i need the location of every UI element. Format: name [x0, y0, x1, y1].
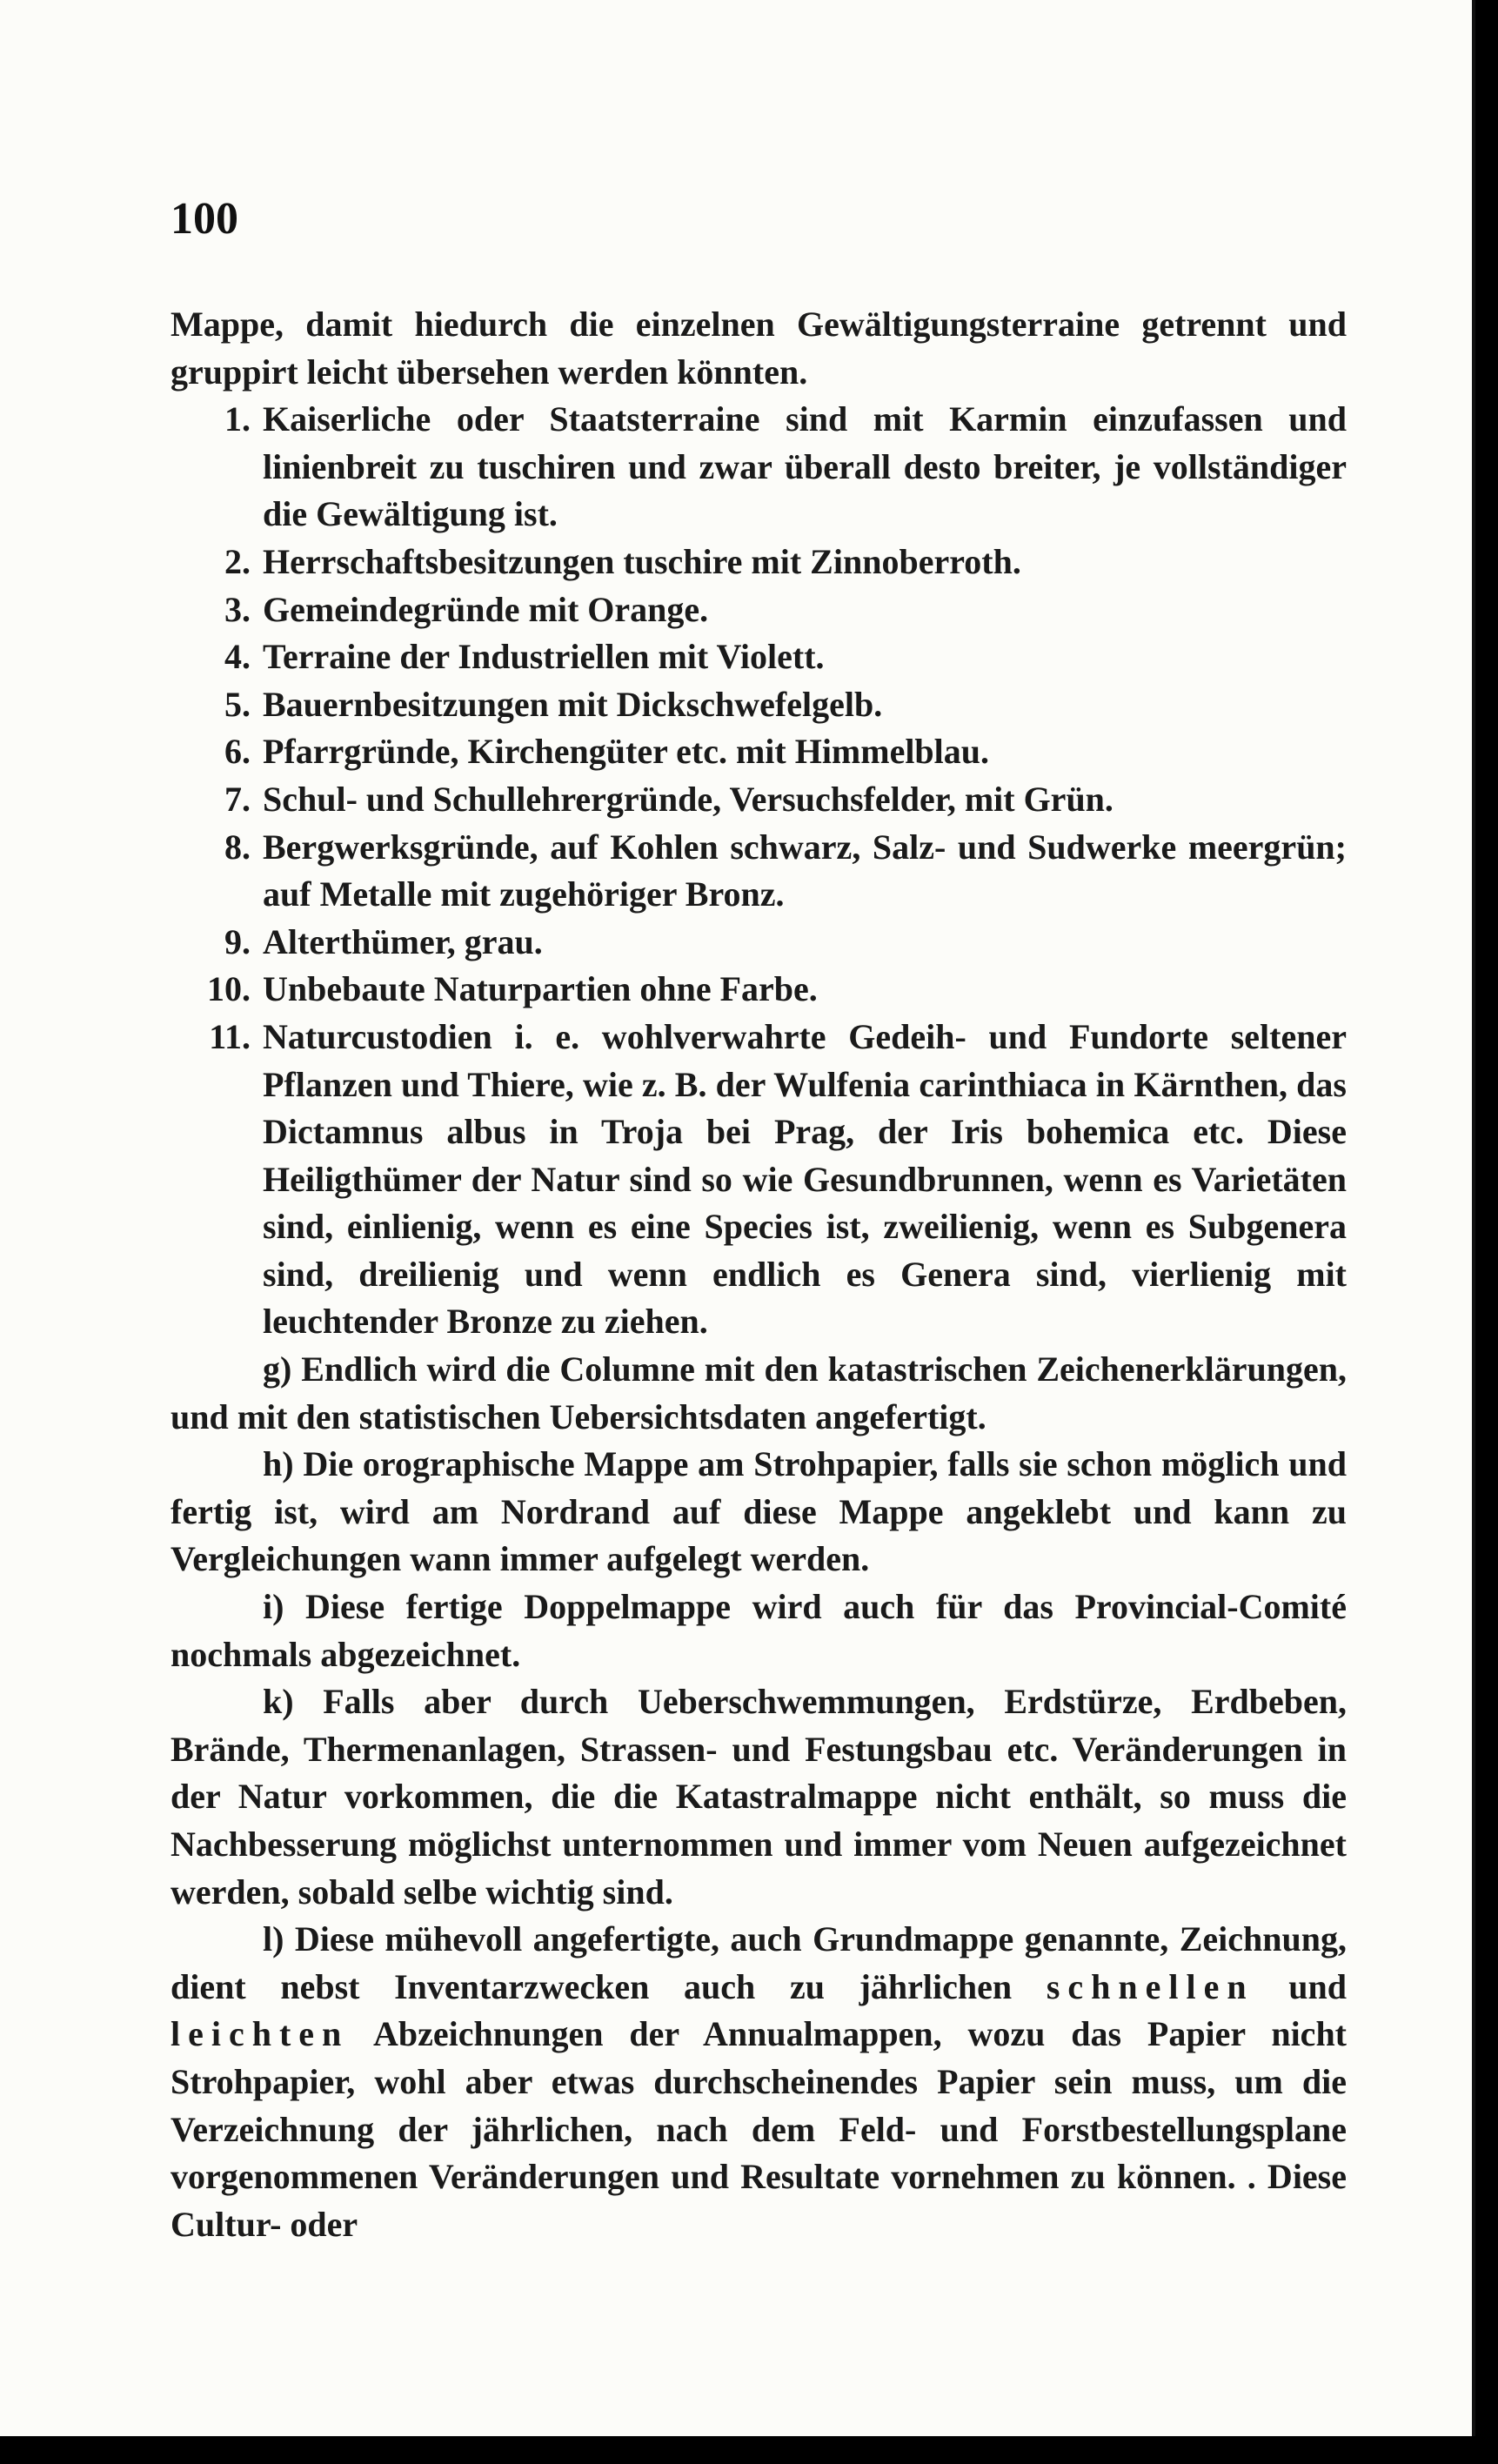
list-number: 10.	[207, 969, 251, 1009]
list-text: Kaiserliche oder Staatsterraine sind mit Karmin einzufassen und linienbreit zu tuschiren und zwar überall desto breiter, je vollständiger die Gewältigung ist.	[263, 399, 1347, 534]
page-text	[171, 301, 1347, 2248]
list-item	[171, 919, 1347, 967]
list-text: Terraine der Industriellen mit Violett.	[263, 637, 825, 677]
list-number: 5.	[224, 684, 251, 724]
list-item	[171, 681, 1347, 729]
paragraph-i: i) Diese fertige Doppelmappe wird auch für das Provincial-Comité nochmals abgezeichnet.	[171, 1587, 1347, 1674]
list-item	[171, 966, 1347, 1014]
paragraph-k: k) Falls aber durch Ueberschwemmungen, Erdstürze, Erdbeben, Brände, Thermenanlagen, Strassen- und Festungsbau etc. Veränderungen in der Natur vorkommen, die die Katastralmappe nicht enthält, so muss die Nachbesserung möglichst unternommen und immer vom Neuen aufgezeichnet werden, sobald selbe wichtig sind.	[171, 1682, 1347, 1912]
list-text: Bergwerksgründe, auf Kohlen schwarz, Salz- und Sudwerke meergrün; auf Metalle mit zugehöriger Bronz.	[263, 827, 1347, 914]
list-text: Alterthümer, grau.	[263, 921, 543, 961]
list-text: Naturcustodien i. e. wohlverwahrte Gedeih- und Fundorte seltener Pflanzen und Thiere, wie z. B. der Wulfenia carinthiaca in Kärnthen, das Dictamnus albus in Troja bei Prag, der Iris bohemica etc. Diese Heiligthümer der Natur sind so wie Gesundbrunnen, wenn es Varietäten sind, einlienig, wenn es eine Species ist, zweilienig, wenn es Subgenera sind, dreilienig und wenn endlich es Genera sind, vierlienig mit leuchtender Bronze zu ziehen.	[263, 1016, 1347, 1342]
list-number: 2.	[224, 541, 251, 581]
list-number: 7.	[224, 779, 251, 819]
list-item	[171, 586, 1347, 634]
list-text: Pfarrgründe, Kirchengüter etc. mit Himmelblau.	[263, 732, 990, 772]
paragraph-l-part2: Abzeichnungen der Annualmappen, wozu das Papier nicht Strohpapier, wohl aber etwas durchscheinendes Papier sein muss, um die Verzeichnung der jährlichen, nach dem Feld- und Forstbestellungsplane vorgenommenen Veränderungen und Resultate vornehmen zu können. . Diese Cultur- oder	[171, 2014, 1348, 2244]
intro-paragraph: Mappe, damit hiedurch die einzelnen Gewältigungsterraine getrennt und gruppirt leicht übersehen werden könnten.	[171, 305, 1347, 392]
list-text: Unbebaute Naturpartien ohne Farbe.	[263, 969, 818, 1009]
paragraph-l	[171, 1916, 1347, 2248]
list-number: 9.	[224, 921, 251, 961]
word-und: und	[1288, 1966, 1348, 2006]
list-text: Herrschaftsbesitzungen tuschire mit Zinnoberroth.	[263, 541, 1021, 581]
list-number: 8.	[224, 827, 251, 867]
paragraph-g: g) Endlich wird die Columne mit den katastrischen Zeichenerklärungen, und mit den statistischen Uebersichtsdaten angefertigt.	[171, 1349, 1347, 1436]
spaced-word-leichten: leichten	[171, 2014, 350, 2054]
list-item	[171, 539, 1347, 586]
list-item	[171, 633, 1347, 681]
list-number: 4.	[224, 637, 251, 677]
list-item	[171, 396, 1347, 539]
paragraph-l-part1: l) Diese mühevoll angefertigte, auch Grundmappe genannte, Zeichnung, dient nebst Inventarzwecken auch zu jährlichen	[171, 1919, 1347, 2006]
list-text: Schul- und Schullehrergründe, Versuchsfelder, mit Grün.	[263, 779, 1113, 819]
list-number: 6.	[224, 732, 251, 772]
page-number: 100	[171, 194, 238, 244]
list-item	[171, 776, 1347, 824]
list-item	[171, 1014, 1347, 1346]
spaced-word-schnellen: schnellen	[1046, 1966, 1254, 2006]
list-text: Gemeindegründe mit Orange.	[263, 589, 709, 629]
list-item	[171, 728, 1347, 776]
paragraph-h: h) Die orographische Mappe am Strohpapier, falls sie schon möglich und fertig ist, wird am Nordrand auf diese Mappe angeklebt und kann zu Vergleichungen wann immer aufgelegt werden.	[171, 1444, 1347, 1579]
list-item	[171, 824, 1347, 919]
list-text: Bauernbesitzungen mit Dickschwefelgelb.	[263, 684, 883, 724]
list-number: 3.	[224, 589, 251, 629]
list-number: 11.	[209, 1016, 251, 1056]
list-number: 1.	[224, 399, 251, 439]
